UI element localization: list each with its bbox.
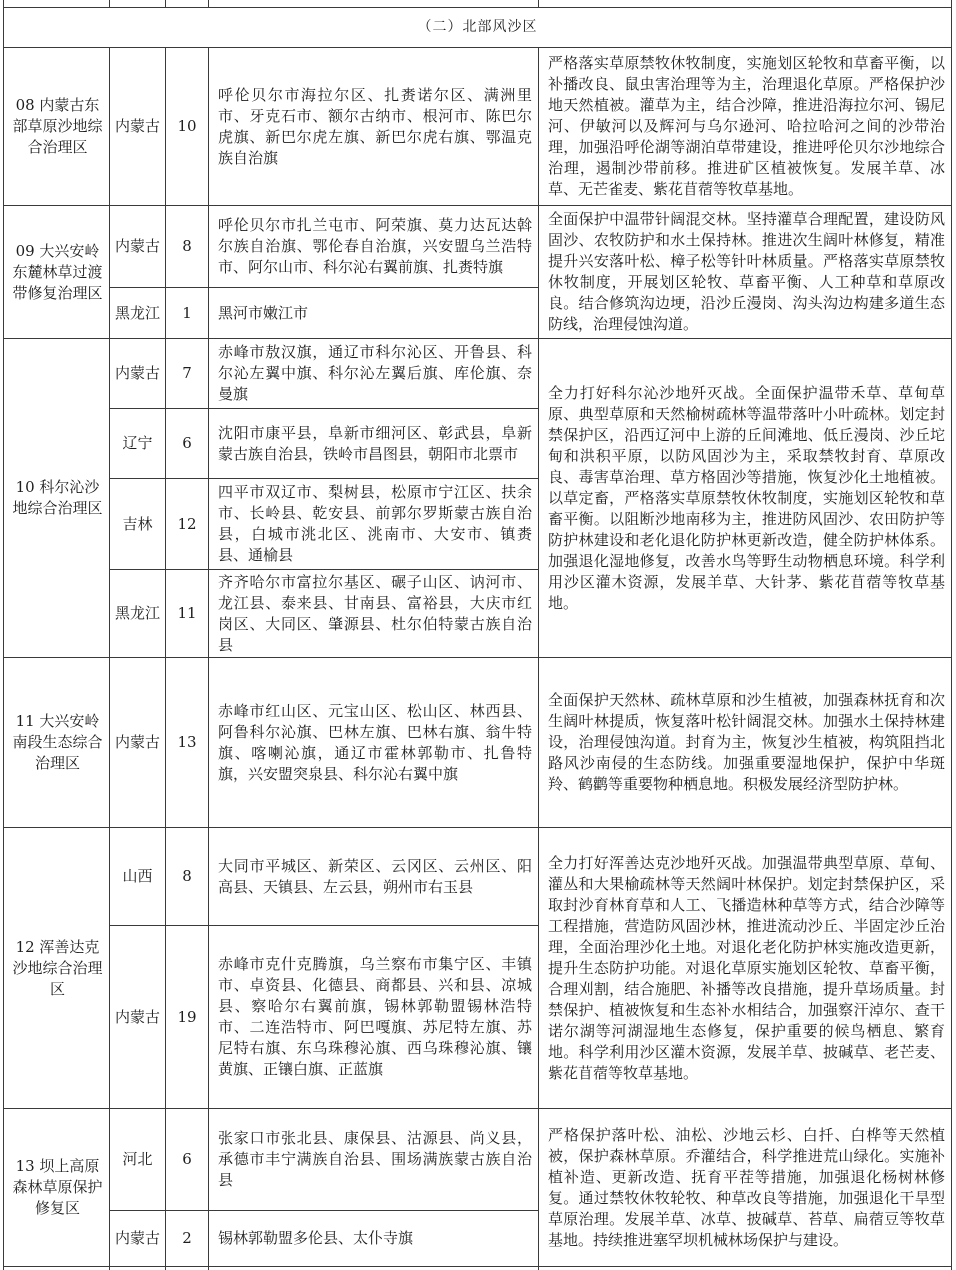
areas-text: 赤峰市红山区、元宝山区、松山区、林西县、阿鲁科尔沁旗、巴林左旗、巴林右旗、翁牛特旗、喀喇沁旗，通辽市霍林郭勒市、扎鲁特旗，兴安盟突泉县、科尔沁右翼中旗 bbox=[218, 701, 532, 783]
measures-text: 全面保护天然林、疏林草原和沙生植被，加强森林抚育和次生阔叶林提质，恢复落叶松针阔混交林。加强水土保持林建设，治理侵蚀沟道。封育为主，恢复沙生植被，构筑阻挡北路风沙南侵的生态防线。加强重要湿地保护，保护中华斑羚、鹤鹳等重要物种栖息地。积极发展经济型防护林。 bbox=[548, 691, 945, 793]
measures-text: 全力打好浑善达克沙地歼灭战。加强温带典型草原、草甸、灌丛和大果榆疏林等天然阔叶林保护。划定封禁保护区，采取封沙育林育草和人工、飞播造林种草等方式，结合沙障等工程措施，营造防风固沙林，推进流动沙丘、半固定沙丘治理，全面治理沙化土地。对退化老化防护林实施改造更新，提升生态防护功能。对退化草原实施划区轮牧、草畜平衡，合理刈割，结合施肥、补播等改良措施，提升草场质量。封禁保护、植被恢复和生态补水相结合，加强察汗淖尔、查干诺尔湖等河湖湿地生态修复，保护重要的候鸟栖息、繁育地。科学利用沙区灌木资源，发展羊草、披碱草、老芒麦、紫花苜蓿等牧草基地。 bbox=[548, 853, 945, 1082]
province-name: 吉林 bbox=[122, 514, 153, 533]
measures-text: 严格保护落叶松、油松、沙地云杉、白扦、白桦等天然植被，保护森林草原。乔灌结合，科学推进荒山绿化。实施补植补造、更新改造、抚育平茬等措施，加强退化杨树林修复。通过禁牧休牧轮牧、种草改良等措施，加强退化干旱型草原治理。发展羊草、冰草、披碱草、苔草、扁蓿豆等牧草基地。持续推进塞罕坝机械林场保护与建设。 bbox=[548, 1125, 945, 1249]
province-name: 辽宁 bbox=[122, 434, 153, 452]
areas-cell bbox=[209, 828, 538, 925]
province-cell bbox=[110, 828, 165, 925]
zone-name-13: 13 坝上高原森林草原保护修复区 bbox=[12, 1157, 103, 1217]
table-left-border bbox=[3, 0, 4, 1270]
county-count-cell bbox=[166, 658, 208, 827]
measures-cell bbox=[539, 48, 951, 205]
areas-cell bbox=[209, 206, 538, 287]
areas-text: 锡林郭勒盟多伦县、太仆寺旗 bbox=[218, 1229, 414, 1247]
county-count-cell bbox=[166, 828, 208, 925]
province-cell bbox=[110, 409, 165, 478]
county-count-cell bbox=[166, 48, 208, 205]
province-name: 黑龙江 bbox=[114, 303, 160, 322]
measures-cell bbox=[539, 339, 951, 657]
county-count: 10 bbox=[177, 117, 197, 135]
zone-name-11: 11 大兴安岭南段生态综合治理区 bbox=[12, 712, 103, 772]
areas-text: 沈阳市康平县，阜新市细河区、彰武县，阜新蒙古族自治县，铁岭市昌图县，朝阳市北票市 bbox=[218, 423, 532, 463]
areas-cell bbox=[209, 288, 538, 338]
areas-cell bbox=[209, 926, 538, 1108]
province-cell bbox=[110, 288, 165, 338]
province-name: 内蒙古 bbox=[114, 733, 160, 751]
county-count: 6 bbox=[182, 1150, 192, 1168]
areas-cell bbox=[209, 1109, 538, 1210]
areas-text: 赤峰市克什克腾旗，乌兰察布市集宁区、丰镇市、卓资县、化德县、商都县、兴和县、凉城县、察哈尔右翼前旗，锡林郭勒盟锡林浩特市、二连浩特市、阿巴嘎旗、苏尼特左旗、苏尼特右旗、东乌珠穆沁旗、西乌珠穆沁旗、镶黄旗、正镶白旗、正蓝旗 bbox=[218, 955, 532, 1078]
county-count-cell bbox=[166, 570, 208, 657]
county-count: 7 bbox=[182, 364, 192, 382]
province-cell bbox=[110, 926, 165, 1108]
measures-text: 全力打好科尔沁沙地歼灭战。全面保护温带禾草、草甸草原、典型草原和天然榆树疏林等温带落叶小叶疏林。划定封禁保护区，沿西辽河中上游的丘间滩地、低丘漫岗、沙丘坨甸和洪积平原，以防风固沙为主，采取禁牧封育、草原改良、毒害草治理、草方格固沙等措施，恢复沙化土地植被。以草定畜，严格落实草原禁牧休牧制度，实施划区轮牧和草畜平衡。以阻断沙地南移为主，推进防风固沙、农田防护等防护林建设和老化退化防护林更新改造，健全防护林体系。加强退化湿地修复，改善水鸟等野生动物栖息环境。科学利用沙区灌木资源，发展羊草、大针茅、紫花苜蓿等牧草基地。 bbox=[548, 383, 945, 612]
province-cell bbox=[110, 339, 165, 408]
province-cell bbox=[110, 479, 165, 569]
county-count: 6 bbox=[182, 434, 192, 452]
areas-cell bbox=[209, 1211, 538, 1266]
province-name: 山西 bbox=[122, 867, 153, 885]
province-name: 内蒙古 bbox=[114, 237, 160, 255]
county-count: 12 bbox=[177, 514, 197, 533]
province-name: 黑龙江 bbox=[114, 604, 160, 622]
county-count-cell bbox=[166, 206, 208, 287]
areas-cell bbox=[209, 479, 538, 569]
zone-cell bbox=[10, 658, 105, 827]
col-rule-b-top bbox=[165, 0, 166, 8]
areas-text: 黑河市嫩江市 bbox=[218, 303, 309, 322]
province-name: 河北 bbox=[122, 1150, 153, 1168]
areas-cell bbox=[209, 570, 538, 657]
areas-cell bbox=[209, 409, 538, 478]
county-count: 8 bbox=[182, 867, 192, 885]
zone-cell bbox=[10, 339, 105, 657]
zone-cell bbox=[10, 206, 105, 338]
county-count: 13 bbox=[177, 733, 197, 751]
zone-name-12: 12 浑善达克沙地综合治理区 bbox=[12, 937, 103, 998]
province-cell bbox=[110, 1109, 165, 1210]
county-count-cell bbox=[166, 1109, 208, 1210]
col-rule-c-top bbox=[208, 0, 209, 8]
county-count-cell bbox=[166, 288, 208, 338]
areas-text: 四平市双辽市、梨树县，松原市宁江区、扶余市、长岭县、乾安县、前郭尔罗斯蒙古族自治县，白城市洮北区、洮南市、大安市、镇赉县、通榆县 bbox=[218, 483, 532, 564]
province-cell bbox=[110, 658, 165, 827]
county-count: 2 bbox=[182, 1229, 192, 1247]
areas-text: 赤峰市敖汉旗，通辽市科尔沁区、开鲁县、科尔沁左翼中旗、科尔沁左翼后旗、库伦旗、奈曼旗 bbox=[218, 343, 532, 403]
zone-name-09: 09 大兴安岭东麓林草过渡带修复治理区 bbox=[12, 241, 103, 302]
zone-name-10: 10 科尔沁沙地综合治理区 bbox=[12, 478, 103, 517]
zone-name-08: 08 内蒙古东部草原沙地综合治理区 bbox=[12, 96, 103, 156]
measures-text: 全面保护中温带针阔混交林。坚持灌草合理配置，建设防风固沙、农牧防护和水土保持林。推进次生阔叶林修复，精准提升兴安落叶松、樟子松等针叶林质量。严格落实草原禁牧休牧制度，开展划区轮牧、草畜平衡、人工种草和草原改良。结合修筑沟边埂，沿沙丘漫岗、沟头沟边构建多道生态防线，治理侵蚀沟道。 bbox=[548, 210, 945, 333]
measures-cell bbox=[539, 1109, 951, 1266]
county-count-cell bbox=[166, 479, 208, 569]
zone-cell bbox=[10, 48, 105, 205]
measures-cell bbox=[539, 206, 951, 338]
county-count-cell bbox=[166, 409, 208, 478]
measures-cell bbox=[539, 658, 951, 827]
measures-text: 严格落实草原禁牧休牧制度，实施划区轮牧和草畜平衡，以补播改良、鼠虫害治理等为主，治理退化草原。严格保护沙地天然植被。灌草为主，结合沙障，推进沿海拉尔河、锡尼河、伊敏河以及辉河与乌尔逊河、哈拉哈河之间的沙带治理，加强沿呼伦湖等湖泊草带建设，推进呼伦贝尔沙地综合治理，遏制沙带前移。推进矿区植被恢复。发展羊草、冰草、无芒雀麦、紫花苜蓿等牧草基地。 bbox=[548, 54, 945, 198]
table-right-border bbox=[951, 0, 952, 1270]
county-count: 8 bbox=[182, 237, 192, 255]
areas-cell bbox=[209, 339, 538, 408]
county-count-cell bbox=[166, 926, 208, 1108]
areas-text: 呼伦贝尔市扎兰屯市、阿荣旗、莫力达瓦达斡尔族自治旗、鄂伦春自治旗，兴安盟乌兰浩特市、阿尔山市、科尔沁右翼前旗、扎赉特旗 bbox=[218, 216, 532, 276]
table-bottom-rule bbox=[3, 1266, 952, 1267]
section-heading: （二）北部风沙区 bbox=[417, 19, 538, 35]
zone-cell bbox=[10, 828, 105, 1108]
province-name: 内蒙古 bbox=[114, 1007, 160, 1026]
areas-text: 大同市平城区、新荣区、云冈区、云州区、阳高县、天镇县、左云县，朔州市右玉县 bbox=[218, 856, 532, 896]
province-name: 内蒙古 bbox=[114, 117, 160, 135]
county-count: 11 bbox=[177, 604, 197, 622]
areas-text: 呼伦贝尔市海拉尔区、扎赉诺尔区、满洲里市、牙克石市、额尔古纳市、根河市、陈巴尔虎旗、新巴尔虎左旗、新巴尔虎右旗、鄂温克族自治旗 bbox=[218, 85, 532, 167]
province-cell bbox=[110, 206, 165, 287]
areas-text: 齐齐哈尔市富拉尔基区、碾子山区、讷河市、龙江县、泰来县、甘南县、富裕县，大庆市红岗区、大同区、肇源县、杜尔伯特蒙古族自治县 bbox=[218, 572, 532, 654]
areas-text: 张家口市张北县、康保县、沽源县、尚义县，承德市丰宁满族自治县、围场满族蒙古族自治县 bbox=[218, 1129, 532, 1189]
areas-cell bbox=[209, 48, 538, 205]
measures-cell bbox=[539, 828, 951, 1108]
county-count-cell bbox=[166, 1211, 208, 1266]
province-cell bbox=[110, 48, 165, 205]
zone-cell bbox=[10, 1109, 105, 1266]
province-name: 内蒙古 bbox=[114, 364, 160, 382]
county-count: 1 bbox=[182, 303, 192, 322]
province-cell bbox=[110, 570, 165, 657]
areas-cell bbox=[209, 658, 538, 827]
county-count-cell bbox=[166, 339, 208, 408]
col-rule-d-top bbox=[538, 0, 539, 8]
county-count: 19 bbox=[177, 1007, 197, 1026]
col-rule-a-top bbox=[109, 0, 110, 8]
province-name: 内蒙古 bbox=[114, 1229, 160, 1247]
province-cell bbox=[110, 1211, 165, 1266]
